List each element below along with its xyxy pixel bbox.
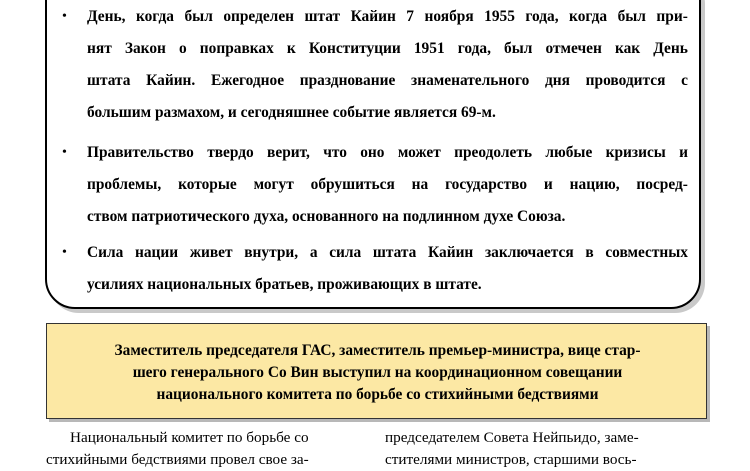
word: дня (544, 72, 570, 89)
word: может (397, 144, 441, 161)
bullet-2-line-2 (87, 174, 688, 196)
word: отмечен (545, 40, 602, 57)
word: года, (457, 40, 491, 57)
word: о (179, 40, 187, 57)
word: что (323, 144, 347, 161)
word: нации (134, 244, 179, 261)
word: с (681, 72, 688, 89)
article-left-line-2: стихийными бедствиями провел свое за- (46, 451, 309, 468)
word: штат (304, 8, 341, 25)
bullet-2-line-1 (87, 142, 688, 164)
bullet-3-line-1 (87, 242, 688, 264)
word: ноября (424, 8, 474, 25)
word: Кайин. (146, 72, 196, 89)
word: Конституции (308, 40, 401, 57)
word: в (585, 244, 594, 261)
bullet-1-line-2 (87, 38, 688, 60)
word: твердо (207, 144, 254, 161)
word: Кайин (350, 8, 396, 25)
word: был (617, 8, 646, 25)
headline-line-3: национального комитета по борьбе со стихийными бедствиями (156, 386, 599, 403)
word: штата (372, 244, 417, 261)
word: определен (223, 8, 295, 25)
word: День, (87, 8, 126, 25)
word: посред- (636, 176, 688, 193)
word: оно (360, 144, 385, 161)
word: могут (253, 176, 294, 193)
headline-line-1: Заместитель председателя ГАС, заместитель премьер-министра, вице стар- (114, 342, 641, 359)
word: Ежегодное (210, 72, 285, 89)
word: празднование (299, 72, 396, 89)
word: День (653, 40, 688, 57)
bullet-icon: • (62, 245, 67, 260)
article-right-line-2: стителями министров, старшими вось- (385, 451, 637, 468)
article-right-line-1: председателем Совета Нейпьидо, заме- (385, 429, 639, 446)
word: 1951 (413, 40, 445, 57)
word: нят (87, 40, 112, 57)
word: любые (545, 144, 593, 161)
word: Правительство (87, 144, 194, 161)
word: кризисы (605, 144, 666, 161)
bullet-2-line-3: ством патриотического духа, основанного на подлинном духе Союза. (87, 208, 566, 225)
word: как (614, 40, 641, 57)
word: обрушиться (310, 176, 395, 193)
word: сила (329, 244, 362, 261)
bullet-icon: • (62, 145, 67, 160)
word: государство (445, 176, 528, 193)
word: когда (569, 8, 608, 25)
word: к (286, 40, 296, 57)
headline-line-2: шего генерального Со Вин выступил на координационном совещании (132, 364, 623, 381)
bullet-3-line-2: усилиях национальных братьев, проживающих в штате. (87, 276, 482, 293)
word: внутри, (244, 244, 299, 261)
word: проблемы, (87, 176, 162, 193)
word: Закон (124, 40, 166, 57)
word: был (184, 8, 213, 25)
article-left-line-1: Национальный комитет по борьбе со (70, 429, 309, 446)
word: совместных (605, 244, 688, 261)
word: был (504, 40, 533, 57)
bullet-1-line-3 (87, 70, 688, 92)
word: Кайин (428, 244, 474, 261)
word: при- (656, 8, 688, 25)
word: преодолеть (454, 144, 533, 161)
word: заключается (484, 244, 574, 261)
word: а (309, 244, 318, 261)
bullet-1-line-4: большим размахом, и сегодняшнее событие является 69-м. (87, 104, 496, 121)
word: нацию, (569, 176, 620, 193)
word: и (543, 176, 553, 193)
word: 1955 (484, 8, 515, 25)
headline-box (46, 323, 707, 419)
word: верит, (267, 144, 310, 161)
word: и (679, 144, 688, 161)
word: 7 (406, 8, 414, 25)
word: Сила (87, 244, 124, 261)
word: когда (135, 8, 175, 25)
bullet-1-line-1 (87, 6, 688, 28)
word: которые (178, 176, 237, 193)
word: проводится (585, 72, 666, 89)
word: знаменательного (411, 72, 530, 89)
word: живет (189, 244, 233, 261)
word: штата (87, 72, 131, 89)
word: года, (525, 8, 559, 25)
word: на (411, 176, 429, 193)
word: поправках (199, 40, 274, 57)
bullet-icon: • (62, 9, 67, 24)
